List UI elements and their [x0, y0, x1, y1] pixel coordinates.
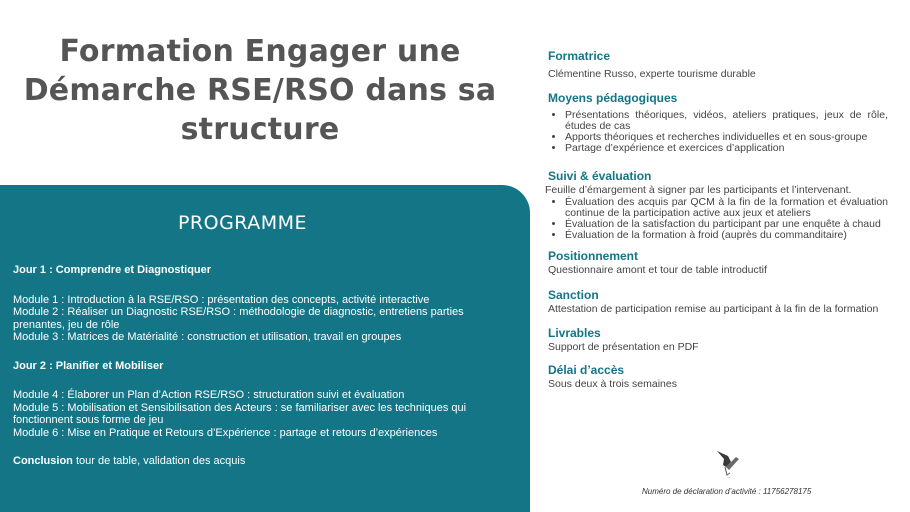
day1-title: Jour 1 : Comprendre et Diagnostiquer [13, 264, 212, 276]
suivi-list [548, 197, 888, 241]
programme-panel [0, 185, 530, 512]
module-2: Module 2 : Réaliser un Diagnostic RSE/RSO : méthodologie de diagnostic, entretiens parties prenantes, jeu de rôle [13, 306, 464, 331]
delai-text: Sous deux à trois semaines [548, 377, 677, 390]
programme-content [13, 264, 518, 468]
bird-logo-icon [714, 447, 742, 484]
livrables-title: Livrables [548, 326, 601, 340]
list-item: • Évaluation de la formation à froid (auprès du commanditaire) [565, 230, 888, 241]
conclusion-label: Conclusion [13, 455, 73, 467]
page-title: Formation Engager une Démarche RSE/RSO dans sa structure [23, 34, 497, 147]
conclusion-text: tour de table, validation des acquis [75, 455, 246, 467]
list-item: • Présentations théoriques, vidéos, ateliers pratiques, jeux de rôle, études de cas [565, 110, 888, 132]
sanction-title: Sanction [548, 287, 599, 302]
day2-title: Jour 2 : Planifier et Mobiliser [13, 359, 164, 372]
module-4: Module 4 : Élaborer un Plan d’Action RSE/RSO : structuration suivi et évaluation [13, 389, 405, 401]
moyens-list [548, 110, 888, 154]
positionnement-title: Positionnement [548, 249, 639, 263]
svg-text:~: ~ [728, 475, 731, 479]
suivi-intro: Feuille d’émargement à signer par les participants et l’intervenant. [545, 183, 852, 196]
sanction-text: Attestation de participation remise au participant à la fin de la formation [548, 302, 879, 315]
module-1: Module 1 : Introduction à la RSE/RSO : présentation des concepts, activité interactive [13, 293, 430, 306]
positionnement-text: Questionnaire amont et tour de table introductif [548, 264, 767, 276]
moyens-title: Moyens pédagogiques [548, 90, 678, 105]
formatrice-text: Clémentine Russo, experte tourisme durable [548, 68, 756, 80]
module-6: Module 6 : Mise en Pratique et Retours d’Expérience : partage et retours d’expériences [13, 426, 438, 439]
programme-heading: PROGRAMME [177, 212, 308, 234]
formatrice-title: Formatrice [548, 49, 611, 63]
livrables-text: Support de présentation en PDF [548, 341, 699, 353]
list-item: • Partage d’expérience et exercices d’application [565, 143, 888, 154]
list-item: • Apports théoriques et recherches individuelles et en sous-groupe [565, 132, 888, 143]
list-item: • Évaluation de la satisfaction du participant par une enquête à chaud [565, 219, 888, 230]
declaration-number: Numéro de déclaration d’activité : 11756278175 [642, 487, 812, 496]
module-5: Module 5 : Mobilisation et Sensibilisation des Acteurs : se familiariser avec les techniques qui fonctionnent sous forme de jeu [13, 401, 467, 426]
conclusion [13, 455, 518, 468]
delai-title: Délai d’accès [548, 362, 625, 377]
module-3: Module 3 : Matrices de Matérialité : construction et utilisation, travail en groupes [13, 331, 402, 343]
suivi-title: Suivi & évaluation [548, 168, 652, 183]
list-item: • Évaluation des acquis par QCM à la fin de la formation et évaluation continue de la participation active aux jeux et ateliers [565, 197, 888, 219]
info-column [545, 47, 888, 390]
